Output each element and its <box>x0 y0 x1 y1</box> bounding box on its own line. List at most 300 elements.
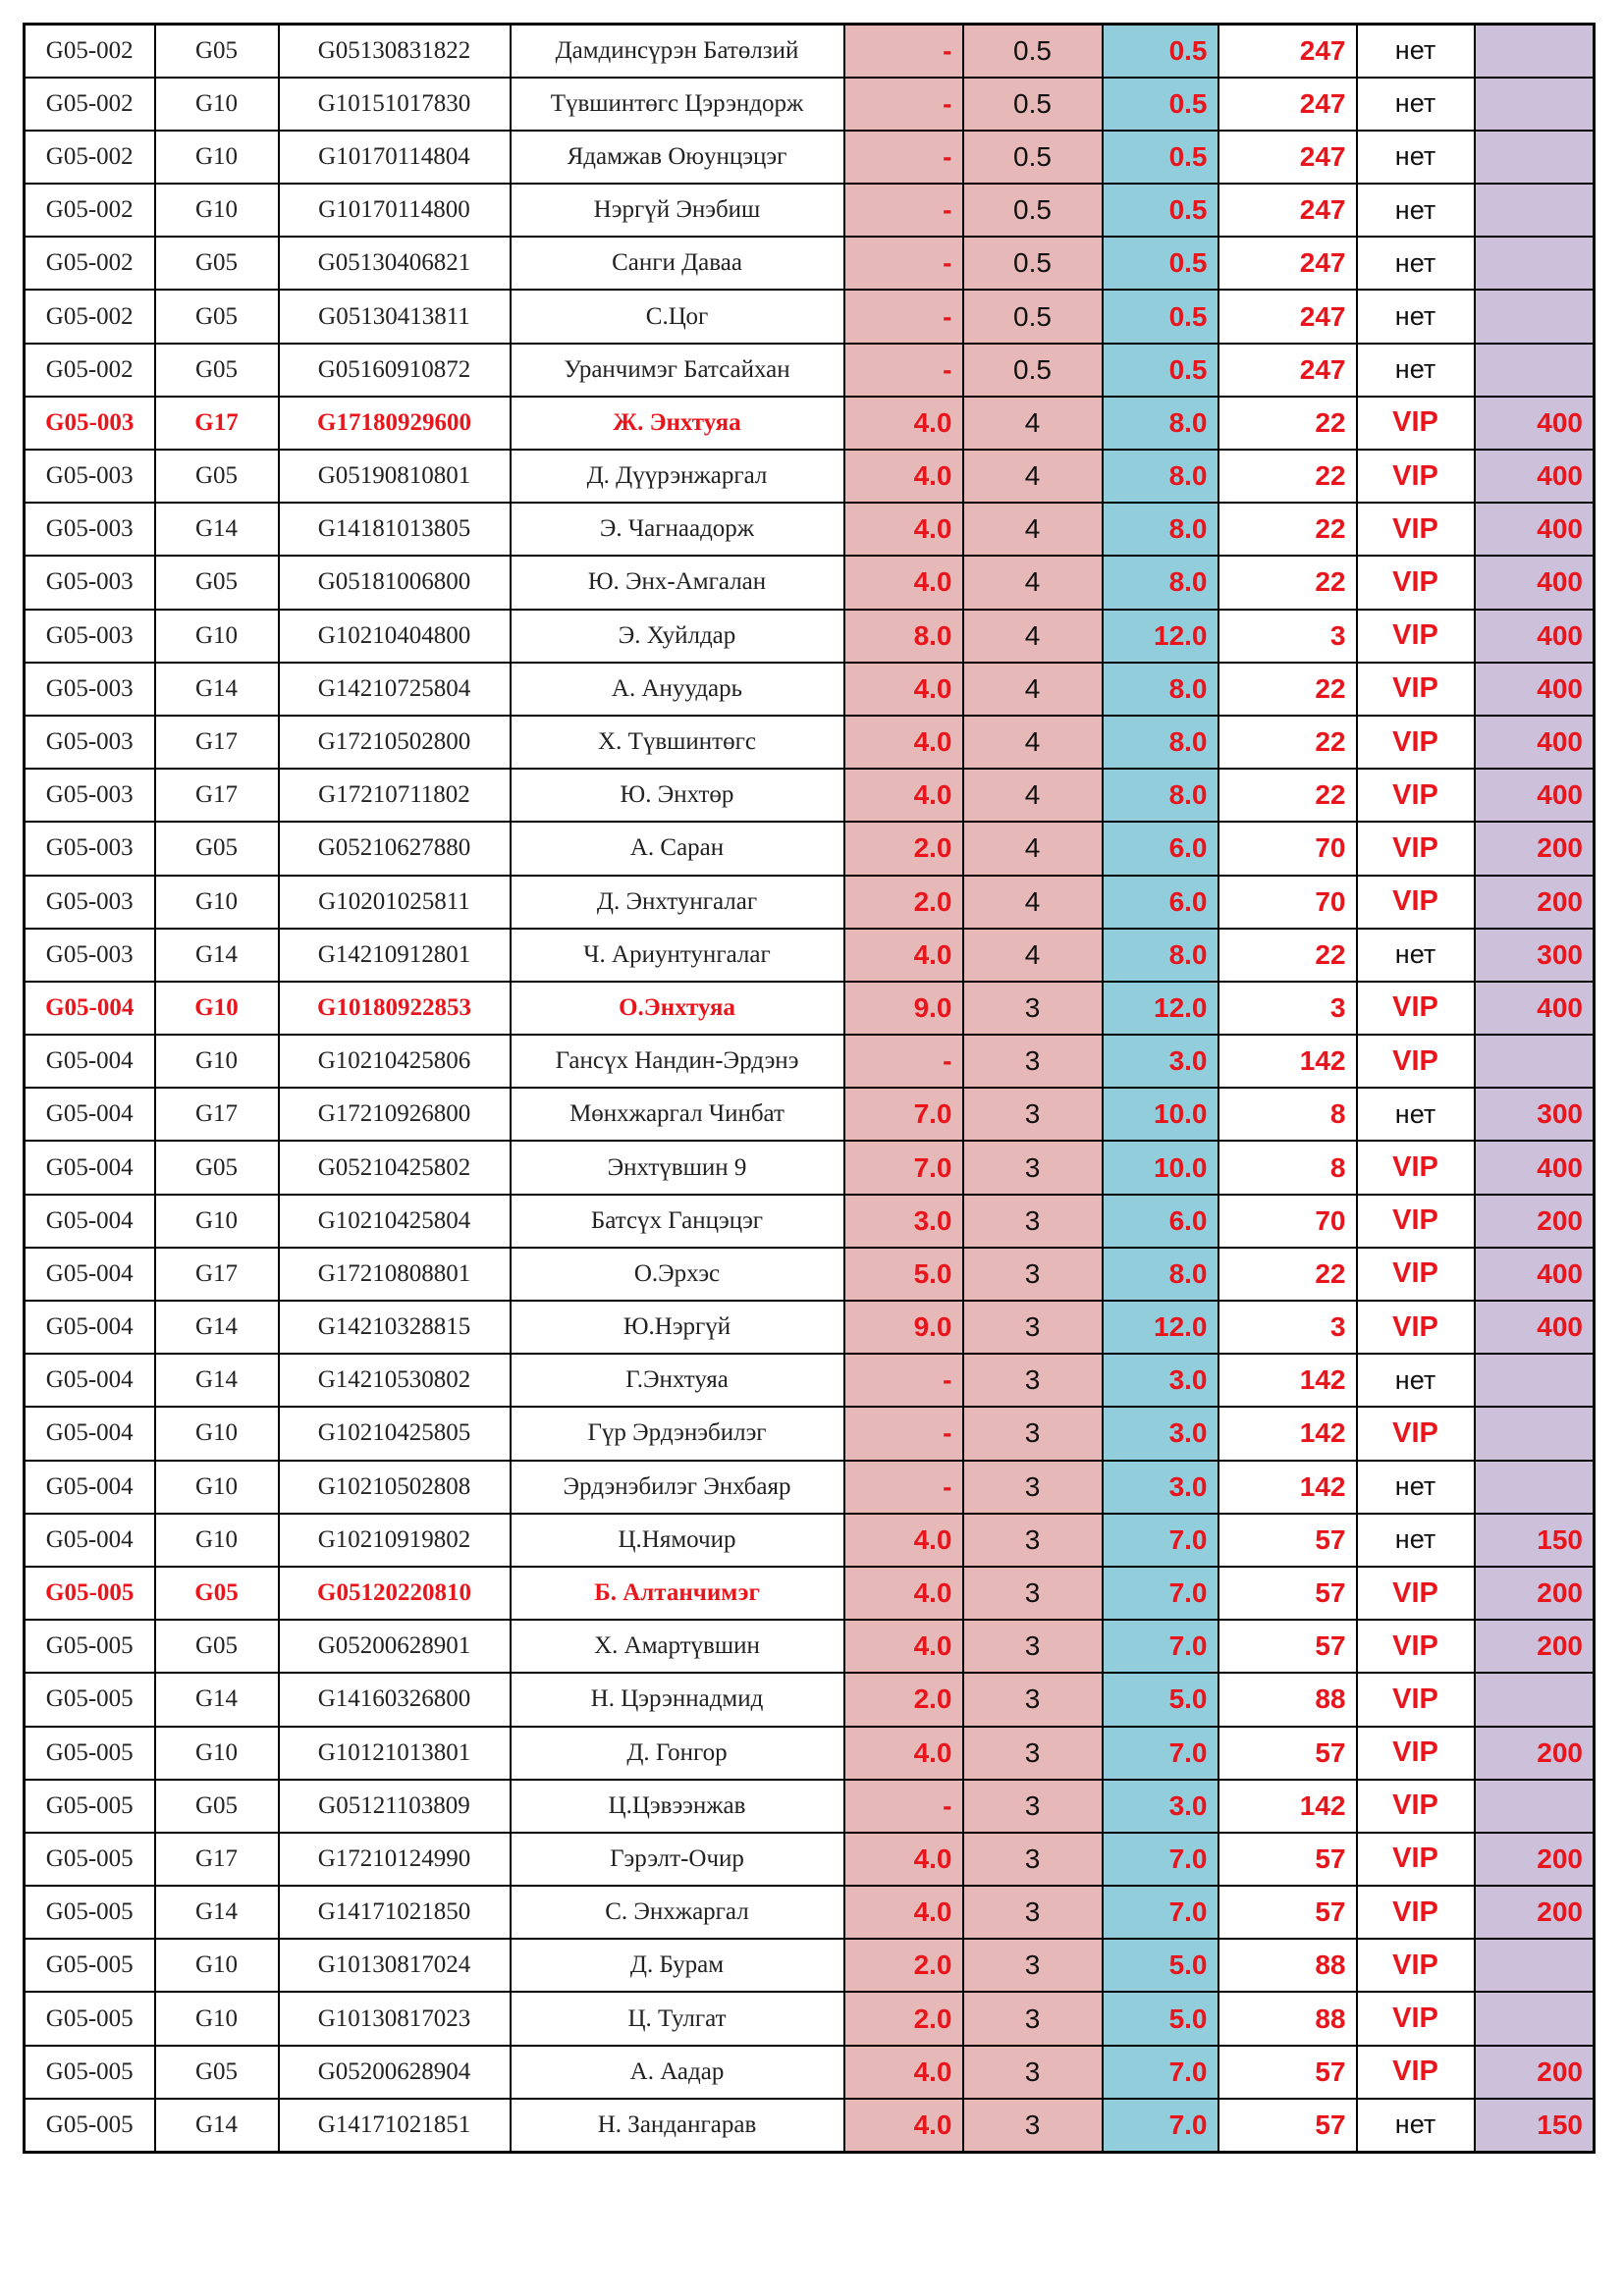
member-name-cell: Мөнхжаргал Чинбат <box>511 1088 844 1141</box>
total-score-cell: 8.0 <box>1103 716 1218 769</box>
member-code-cell: G05-003 <box>25 929 155 982</box>
group-cell: G05 <box>155 344 279 397</box>
member-name-cell: Гүр Эрдэнэбилэг <box>511 1407 844 1460</box>
score-a-cell: - <box>844 1780 963 1833</box>
total-score-cell: 7.0 <box>1103 1567 1218 1620</box>
table-row <box>25 822 1595 875</box>
member-id-cell: G10210425806 <box>279 1035 511 1088</box>
total-score-cell: 8.0 <box>1103 503 1218 556</box>
group-cell: G10 <box>155 184 279 237</box>
rank-cell: 57 <box>1218 1620 1357 1673</box>
score-b-cell: 3 <box>963 1461 1103 1514</box>
score-a-cell: 4.0 <box>844 663 963 716</box>
member-code-cell: G05-003 <box>25 450 155 503</box>
score-a-cell: - <box>844 237 963 290</box>
rank-cell: 8 <box>1218 1141 1357 1194</box>
score-b-cell: 3 <box>963 1141 1103 1194</box>
amount-cell: 200 <box>1475 2046 1595 2099</box>
score-b-cell: 0.5 <box>963 78 1103 131</box>
group-cell: G05 <box>155 25 279 78</box>
member-code-cell: G05-004 <box>25 1088 155 1141</box>
rank-cell: 247 <box>1218 290 1357 343</box>
table-row <box>25 769 1595 822</box>
table-row <box>25 1620 1595 1673</box>
total-score-cell: 3.0 <box>1103 1354 1218 1407</box>
group-cell: G10 <box>155 1407 279 1460</box>
total-score-cell: 5.0 <box>1103 1992 1218 2045</box>
total-score-cell: 8.0 <box>1103 769 1218 822</box>
score-a-cell: 9.0 <box>844 982 963 1035</box>
amount-cell <box>1475 1780 1595 1833</box>
score-a-cell: 4.0 <box>844 2099 963 2152</box>
amount-cell <box>1475 1673 1595 1726</box>
member-name-cell: Н. Цэрэннадмид <box>511 1673 844 1726</box>
status-cell: VIP <box>1357 610 1475 663</box>
total-score-cell: 12.0 <box>1103 610 1218 663</box>
amount-cell: 200 <box>1475 1833 1595 1886</box>
member-code-cell: G05-002 <box>25 237 155 290</box>
member-name-cell: Ц.Нямочир <box>511 1514 844 1567</box>
amount-cell: 400 <box>1475 982 1595 1035</box>
member-id-cell: G14171021851 <box>279 2099 511 2152</box>
member-id-cell: G17210502800 <box>279 716 511 769</box>
member-id-cell: G05130831822 <box>279 25 511 78</box>
group-cell: G10 <box>155 610 279 663</box>
score-b-cell: 0.5 <box>963 184 1103 237</box>
amount-cell: 200 <box>1475 1567 1595 1620</box>
rank-cell: 22 <box>1218 716 1357 769</box>
status-cell: VIP <box>1357 822 1475 875</box>
rank-cell: 142 <box>1218 1780 1357 1833</box>
rank-cell: 22 <box>1218 663 1357 716</box>
amount-cell: 400 <box>1475 716 1595 769</box>
score-b-cell: 3 <box>963 1088 1103 1141</box>
member-name-cell: Э. Хуйлдар <box>511 610 844 663</box>
member-code-cell: G05-005 <box>25 2046 155 2099</box>
member-id-cell: G10130817023 <box>279 1992 511 2045</box>
total-score-cell: 12.0 <box>1103 1301 1218 1354</box>
total-score-cell: 10.0 <box>1103 1141 1218 1194</box>
table-row <box>25 184 1595 237</box>
status-cell: VIP <box>1357 1248 1475 1301</box>
score-b-cell: 3 <box>963 1673 1103 1726</box>
score-a-cell: 4.0 <box>844 450 963 503</box>
score-b-cell: 3 <box>963 1886 1103 1939</box>
amount-cell: 400 <box>1475 769 1595 822</box>
member-id-cell: G10170114804 <box>279 131 511 184</box>
member-id-cell: G14210912801 <box>279 929 511 982</box>
group-cell: G05 <box>155 290 279 343</box>
member-id-cell: G05210425802 <box>279 1141 511 1194</box>
member-code-cell: G05-002 <box>25 78 155 131</box>
group-cell: G14 <box>155 1354 279 1407</box>
total-score-cell: 8.0 <box>1103 450 1218 503</box>
group-cell: G05 <box>155 1567 279 1620</box>
group-cell: G10 <box>155 131 279 184</box>
member-id-cell: G14181013805 <box>279 503 511 556</box>
member-name-cell: Ц. Тулгат <box>511 1992 844 2045</box>
group-cell: G14 <box>155 2099 279 2152</box>
rank-cell: 22 <box>1218 450 1357 503</box>
member-id-cell: G10180922853 <box>279 982 511 1035</box>
group-cell: G05 <box>155 822 279 875</box>
member-code-cell: G05-005 <box>25 1939 155 1992</box>
score-b-cell: 4 <box>963 663 1103 716</box>
score-a-cell: 4.0 <box>844 503 963 556</box>
member-code-cell: G05-003 <box>25 716 155 769</box>
score-b-cell: 3 <box>963 1567 1103 1620</box>
score-b-cell: 3 <box>963 1620 1103 1673</box>
table-row <box>25 982 1595 1035</box>
score-b-cell: 3 <box>963 1407 1103 1460</box>
total-score-cell: 5.0 <box>1103 1673 1218 1726</box>
status-cell: нет <box>1357 1354 1475 1407</box>
score-a-cell: 4.0 <box>844 397 963 450</box>
rank-cell: 88 <box>1218 1992 1357 2045</box>
score-b-cell: 0.5 <box>963 290 1103 343</box>
member-id-cell: G17210711802 <box>279 769 511 822</box>
amount-cell: 300 <box>1475 1088 1595 1141</box>
score-b-cell: 3 <box>963 1780 1103 1833</box>
member-id-cell: G05200628904 <box>279 2046 511 2099</box>
table-row <box>25 1035 1595 1088</box>
status-cell: VIP <box>1357 716 1475 769</box>
table-row <box>25 1088 1595 1141</box>
score-a-cell: - <box>844 1354 963 1407</box>
score-b-cell: 3 <box>963 2046 1103 2099</box>
table-row <box>25 1727 1595 1780</box>
amount-cell <box>1475 1939 1595 1992</box>
table-row <box>25 876 1595 929</box>
group-cell: G17 <box>155 1088 279 1141</box>
total-score-cell: 8.0 <box>1103 663 1218 716</box>
amount-cell <box>1475 1407 1595 1460</box>
total-score-cell: 0.5 <box>1103 131 1218 184</box>
status-cell: нет <box>1357 929 1475 982</box>
score-b-cell: 3 <box>963 1248 1103 1301</box>
member-code-cell: G05-004 <box>25 1354 155 1407</box>
rank-cell: 70 <box>1218 822 1357 875</box>
group-cell: G10 <box>155 1035 279 1088</box>
member-name-cell: Ч. Ариунтунгалаг <box>511 929 844 982</box>
score-a-cell: - <box>844 25 963 78</box>
member-id-cell: G17210808801 <box>279 1248 511 1301</box>
score-b-cell: 4 <box>963 610 1103 663</box>
score-b-cell: 3 <box>963 1301 1103 1354</box>
rank-cell: 57 <box>1218 1514 1357 1567</box>
total-score-cell: 0.5 <box>1103 344 1218 397</box>
table-row <box>25 929 1595 982</box>
member-code-cell: G05-004 <box>25 1301 155 1354</box>
member-code-cell: G05-003 <box>25 397 155 450</box>
status-cell: нет <box>1357 237 1475 290</box>
group-cell: G14 <box>155 1301 279 1354</box>
score-a-cell: - <box>844 1035 963 1088</box>
member-id-cell: G17210124990 <box>279 1833 511 1886</box>
member-code-cell: G05-003 <box>25 769 155 822</box>
table-row <box>25 503 1595 556</box>
group-cell: G05 <box>155 2046 279 2099</box>
score-b-cell: 4 <box>963 769 1103 822</box>
status-cell: VIP <box>1357 1567 1475 1620</box>
group-cell: G10 <box>155 78 279 131</box>
group-cell: G05 <box>155 237 279 290</box>
amount-cell <box>1475 1461 1595 1514</box>
member-name-cell: Ю.Нэргүй <box>511 1301 844 1354</box>
total-score-cell: 6.0 <box>1103 822 1218 875</box>
member-name-cell: Түвшинтөгс Цэрэндорж <box>511 78 844 131</box>
member-id-cell: G17180929600 <box>279 397 511 450</box>
rank-cell: 22 <box>1218 929 1357 982</box>
score-b-cell: 3 <box>963 1833 1103 1886</box>
amount-cell: 400 <box>1475 1141 1595 1194</box>
amount-cell <box>1475 290 1595 343</box>
member-code-cell: G05-003 <box>25 503 155 556</box>
group-cell: G14 <box>155 503 279 556</box>
status-cell: VIP <box>1357 876 1475 929</box>
rank-cell: 22 <box>1218 503 1357 556</box>
amount-cell: 400 <box>1475 503 1595 556</box>
member-code-cell: G05-003 <box>25 556 155 609</box>
status-cell: VIP <box>1357 1301 1475 1354</box>
score-b-cell: 4 <box>963 397 1103 450</box>
score-b-cell: 4 <box>963 929 1103 982</box>
status-cell: VIP <box>1357 663 1475 716</box>
table-row <box>25 1195 1595 1248</box>
amount-cell: 400 <box>1475 556 1595 609</box>
rank-cell: 142 <box>1218 1407 1357 1460</box>
member-name-cell: Гэрэлт-Очир <box>511 1833 844 1886</box>
total-score-cell: 0.5 <box>1103 237 1218 290</box>
member-name-cell: С. Энхжаргал <box>511 1886 844 1939</box>
member-id-cell: G14210725804 <box>279 663 511 716</box>
amount-cell: 150 <box>1475 2099 1595 2152</box>
score-a-cell: 4.0 <box>844 1567 963 1620</box>
score-a-cell: - <box>844 1407 963 1460</box>
amount-cell <box>1475 237 1595 290</box>
status-cell: VIP <box>1357 450 1475 503</box>
rank-cell: 142 <box>1218 1461 1357 1514</box>
score-a-cell: 5.0 <box>844 1248 963 1301</box>
member-name-cell: А. Ануударь <box>511 663 844 716</box>
member-id-cell: G17210926800 <box>279 1088 511 1141</box>
table-row <box>25 1886 1595 1939</box>
member-id-cell: G05121103809 <box>279 1780 511 1833</box>
member-code-cell: G05-005 <box>25 2099 155 2152</box>
status-cell: VIP <box>1357 1939 1475 1992</box>
total-score-cell: 7.0 <box>1103 2046 1218 2099</box>
member-name-cell: О.Энхтуяа <box>511 982 844 1035</box>
score-b-cell: 4 <box>963 450 1103 503</box>
group-cell: G05 <box>155 1620 279 1673</box>
score-a-cell: - <box>844 184 963 237</box>
group-cell: G05 <box>155 450 279 503</box>
group-cell: G10 <box>155 1939 279 1992</box>
group-cell: G14 <box>155 1673 279 1726</box>
score-a-cell: 4.0 <box>844 556 963 609</box>
score-b-cell: 4 <box>963 716 1103 769</box>
total-score-cell: 12.0 <box>1103 982 1218 1035</box>
status-cell: VIP <box>1357 1673 1475 1726</box>
total-score-cell: 8.0 <box>1103 1248 1218 1301</box>
rank-cell: 57 <box>1218 2099 1357 2152</box>
member-name-cell: Гансүх Нандин-Эрдэнэ <box>511 1035 844 1088</box>
member-name-cell: Эрдэнэбилэг Энхбаяр <box>511 1461 844 1514</box>
score-b-cell: 0.5 <box>963 344 1103 397</box>
group-cell: G10 <box>155 982 279 1035</box>
rank-cell: 57 <box>1218 2046 1357 2099</box>
status-cell: VIP <box>1357 1035 1475 1088</box>
score-a-cell: 4.0 <box>844 929 963 982</box>
status-cell: VIP <box>1357 503 1475 556</box>
member-id-cell: G10151017830 <box>279 78 511 131</box>
rank-cell: 3 <box>1218 1301 1357 1354</box>
rank-cell: 142 <box>1218 1035 1357 1088</box>
total-score-cell: 3.0 <box>1103 1461 1218 1514</box>
group-cell: G05 <box>155 1780 279 1833</box>
member-name-cell: Ю. Энхтөр <box>511 769 844 822</box>
score-a-cell: 2.0 <box>844 822 963 875</box>
score-b-cell: 4 <box>963 503 1103 556</box>
member-id-cell: G10130817024 <box>279 1939 511 1992</box>
score-b-cell: 3 <box>963 1035 1103 1088</box>
status-cell: VIP <box>1357 556 1475 609</box>
amount-cell: 400 <box>1475 610 1595 663</box>
status-cell: VIP <box>1357 1833 1475 1886</box>
total-score-cell: 7.0 <box>1103 2099 1218 2152</box>
member-name-cell: Д. Бурам <box>511 1939 844 1992</box>
table-row <box>25 1939 1595 1992</box>
table-body <box>25 25 1595 2153</box>
score-a-cell: 7.0 <box>844 1088 963 1141</box>
group-cell: G10 <box>155 1992 279 2045</box>
table-row <box>25 556 1595 609</box>
rank-cell: 57 <box>1218 1886 1357 1939</box>
score-b-cell: 3 <box>963 2099 1103 2152</box>
amount-cell <box>1475 1992 1595 2045</box>
member-code-cell: G05-003 <box>25 876 155 929</box>
score-a-cell: 2.0 <box>844 876 963 929</box>
table-row <box>25 1992 1595 2045</box>
member-id-cell: G14210328815 <box>279 1301 511 1354</box>
total-score-cell: 0.5 <box>1103 25 1218 78</box>
total-score-cell: 8.0 <box>1103 397 1218 450</box>
member-table <box>23 23 1596 2154</box>
status-cell: VIP <box>1357 1780 1475 1833</box>
score-a-cell: 7.0 <box>844 1141 963 1194</box>
rank-cell: 247 <box>1218 184 1357 237</box>
status-cell: нет <box>1357 344 1475 397</box>
amount-cell: 400 <box>1475 663 1595 716</box>
table-row <box>25 397 1595 450</box>
table-row <box>25 1354 1595 1407</box>
amount-cell <box>1475 78 1595 131</box>
amount-cell <box>1475 344 1595 397</box>
total-score-cell: 0.5 <box>1103 290 1218 343</box>
member-name-cell: Ю. Энх-Амгалан <box>511 556 844 609</box>
rank-cell: 22 <box>1218 769 1357 822</box>
member-code-cell: G05-004 <box>25 982 155 1035</box>
score-a-cell: 4.0 <box>844 1514 963 1567</box>
rank-cell: 22 <box>1218 556 1357 609</box>
score-a-cell: - <box>844 131 963 184</box>
amount-cell: 200 <box>1475 1195 1595 1248</box>
rank-cell: 57 <box>1218 1833 1357 1886</box>
score-a-cell: 4.0 <box>844 769 963 822</box>
group-cell: G14 <box>155 929 279 982</box>
member-code-cell: G05-005 <box>25 1567 155 1620</box>
member-code-cell: G05-002 <box>25 344 155 397</box>
rank-cell: 3 <box>1218 610 1357 663</box>
table-row <box>25 78 1595 131</box>
amount-cell: 400 <box>1475 1301 1595 1354</box>
member-id-cell: G05190810801 <box>279 450 511 503</box>
score-b-cell: 3 <box>963 1939 1103 1992</box>
score-b-cell: 3 <box>963 1727 1103 1780</box>
member-id-cell: G10210425804 <box>279 1195 511 1248</box>
score-b-cell: 3 <box>963 982 1103 1035</box>
member-name-cell: Санги Даваа <box>511 237 844 290</box>
member-id-cell: G10201025811 <box>279 876 511 929</box>
status-cell: VIP <box>1357 1407 1475 1460</box>
group-cell: G05 <box>155 556 279 609</box>
table-row <box>25 1141 1595 1194</box>
member-code-cell: G05-005 <box>25 1780 155 1833</box>
table-row <box>25 663 1595 716</box>
rank-cell: 247 <box>1218 344 1357 397</box>
member-code-cell: G05-004 <box>25 1407 155 1460</box>
member-name-cell: Ядамжав Оюунцэцэг <box>511 131 844 184</box>
group-cell: G17 <box>155 397 279 450</box>
score-a-cell: 4.0 <box>844 2046 963 2099</box>
member-id-cell: G05160910872 <box>279 344 511 397</box>
member-id-cell: G05181006800 <box>279 556 511 609</box>
member-id-cell: G10210425805 <box>279 1407 511 1460</box>
member-name-cell: Х. Түвшинтөгс <box>511 716 844 769</box>
score-a-cell: - <box>844 344 963 397</box>
status-cell: нет <box>1357 78 1475 131</box>
score-b-cell: 4 <box>963 876 1103 929</box>
rank-cell: 70 <box>1218 876 1357 929</box>
group-cell: G17 <box>155 769 279 822</box>
member-id-cell: G05210627880 <box>279 822 511 875</box>
member-name-cell: Д. Гонгор <box>511 1727 844 1780</box>
total-score-cell: 7.0 <box>1103 1620 1218 1673</box>
status-cell: нет <box>1357 184 1475 237</box>
member-name-cell: А. Саран <box>511 822 844 875</box>
amount-cell <box>1475 25 1595 78</box>
group-cell: G14 <box>155 663 279 716</box>
status-cell: VIP <box>1357 769 1475 822</box>
amount-cell: 200 <box>1475 1727 1595 1780</box>
member-name-cell: Ж. Энхтуяа <box>511 397 844 450</box>
rank-cell: 88 <box>1218 1673 1357 1726</box>
member-id-cell: G05200628901 <box>279 1620 511 1673</box>
score-a-cell: - <box>844 78 963 131</box>
score-b-cell: 4 <box>963 822 1103 875</box>
status-cell: VIP <box>1357 1620 1475 1673</box>
member-code-cell: G05-005 <box>25 1727 155 1780</box>
status-cell: VIP <box>1357 1141 1475 1194</box>
member-code-cell: G05-004 <box>25 1461 155 1514</box>
rank-cell: 247 <box>1218 237 1357 290</box>
member-code-cell: G05-005 <box>25 1886 155 1939</box>
score-a-cell: - <box>844 290 963 343</box>
amount-cell: 400 <box>1475 450 1595 503</box>
group-cell: G10 <box>155 876 279 929</box>
member-id-cell: G10210919802 <box>279 1514 511 1567</box>
rank-cell: 3 <box>1218 982 1357 1035</box>
